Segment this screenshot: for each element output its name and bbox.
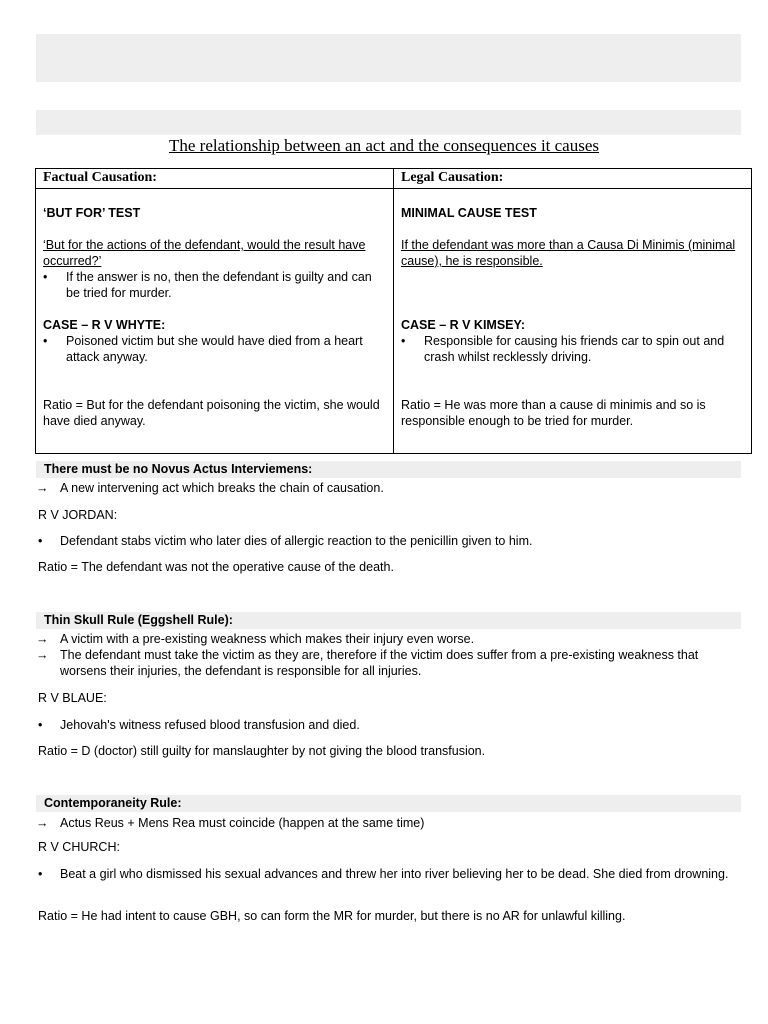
but-for-test-title: ‘BUT FOR’ TEST xyxy=(43,206,141,220)
novus-actus-definition: A new intervening act which breaks the chain of causation. xyxy=(60,481,384,495)
bullet-glyph: • xyxy=(38,718,43,732)
thin-skull-point-2: The defendant must take the victim as they are, therefore if the victim does suffer from a pre-existing weakness that worsens their injuries, the defendant is responsible for all injuries. xyxy=(60,648,699,678)
case-church-ratio: Ratio = He had intent to cause GBH, so can form the MR for murder, but there is no AR for unlawful killing. xyxy=(38,909,626,923)
case-church-point: Beat a girl who dismissed his sexual advances and threw her into river believing her to be dead. She died from drowning. xyxy=(60,867,729,881)
case-jordan-point: Defendant stabs victim who later dies of allergic reaction to the penicillin given to him. xyxy=(60,534,533,548)
bullet-glyph: • xyxy=(43,334,48,348)
arrow-glyph: → xyxy=(36,632,49,646)
case-blaue-title: R V BLAUE: xyxy=(38,691,107,705)
case-whyte-title: CASE – R V WHYTE: xyxy=(43,318,166,332)
causation-table xyxy=(35,168,752,454)
novus-actus-heading: There must be no Novus Actus Interviemens: xyxy=(36,461,741,478)
header-placeholder-band xyxy=(36,34,741,82)
list-item xyxy=(36,866,736,882)
list-item xyxy=(401,333,744,365)
list-item xyxy=(36,717,736,733)
case-kimsey-point: Responsible for causing his friends car to spin out and crash whilst recklessly driving. xyxy=(424,334,725,364)
case-whyte-point: Poisoned victim but she would have died from a heart attack anyway. xyxy=(66,334,363,364)
arrow-glyph: → xyxy=(36,481,49,495)
arrow-glyph: → xyxy=(36,648,49,662)
list-item xyxy=(43,269,386,301)
list-item xyxy=(36,533,736,549)
case-kimsey-ratio: Ratio = He was more than a cause di minimis and so is responsible enough to be tried for murder. xyxy=(401,398,706,428)
bullet-glyph: • xyxy=(43,270,48,284)
list-item xyxy=(36,480,741,496)
subheader-placeholder-band xyxy=(36,110,741,135)
minimal-cause-statement: If the defendant was more than a Causa Di Minimis (minimal cause), he is responsible. xyxy=(401,238,736,268)
case-whyte-ratio: Ratio = But for the defendant poisoning the victim, she would have died anyway. xyxy=(43,398,380,428)
list-item xyxy=(43,333,386,365)
case-jordan-title: R V JORDAN: xyxy=(38,508,118,522)
list-item xyxy=(36,631,741,647)
legal-causation-header: Legal Causation: xyxy=(394,169,752,189)
case-jordan-ratio: Ratio = The defendant was not the operative cause of the death. xyxy=(38,560,394,574)
bullet-glyph: • xyxy=(401,334,406,348)
contemporaneity-definition: Actus Reus + Mens Rea must coincide (happen at the same time) xyxy=(60,816,425,830)
factual-causation-cell xyxy=(36,189,394,454)
list-item xyxy=(36,647,741,679)
but-for-guilty-point: If the answer is no, then the defendant is guilty and can be tried for murder. xyxy=(66,270,372,300)
thin-skull-point-1: A victim with a pre-existing weakness which makes their injury even worse. xyxy=(60,632,475,646)
but-for-question: ‘But for the actions of the defendant, would the result have occurred?’ xyxy=(43,238,366,268)
list-item xyxy=(36,815,741,831)
contemporaneity-heading: Contemporaneity Rule: xyxy=(36,795,741,812)
bullet-glyph: • xyxy=(38,534,43,548)
thin-skull-heading: Thin Skull Rule (Eggshell Rule): xyxy=(36,612,741,629)
arrow-glyph: → xyxy=(36,816,49,830)
legal-causation-cell xyxy=(394,189,752,454)
bullet-glyph: • xyxy=(38,867,43,881)
minimal-cause-test-title: MINIMAL CAUSE TEST xyxy=(401,206,537,220)
factual-causation-header: Factual Causation: xyxy=(36,169,394,189)
case-blaue-point: Jehovah's witness refused blood transfusion and died. xyxy=(60,718,360,732)
case-blaue-ratio: Ratio = D (doctor) still guilty for manslaughter by not giving the blood transfusion. xyxy=(38,744,486,758)
page-title: The relationship between an act and the consequences it causes xyxy=(168,136,600,155)
case-church-title: R V CHURCH: xyxy=(38,840,120,854)
case-kimsey-title: CASE – R V KIMSEY: xyxy=(401,318,526,332)
